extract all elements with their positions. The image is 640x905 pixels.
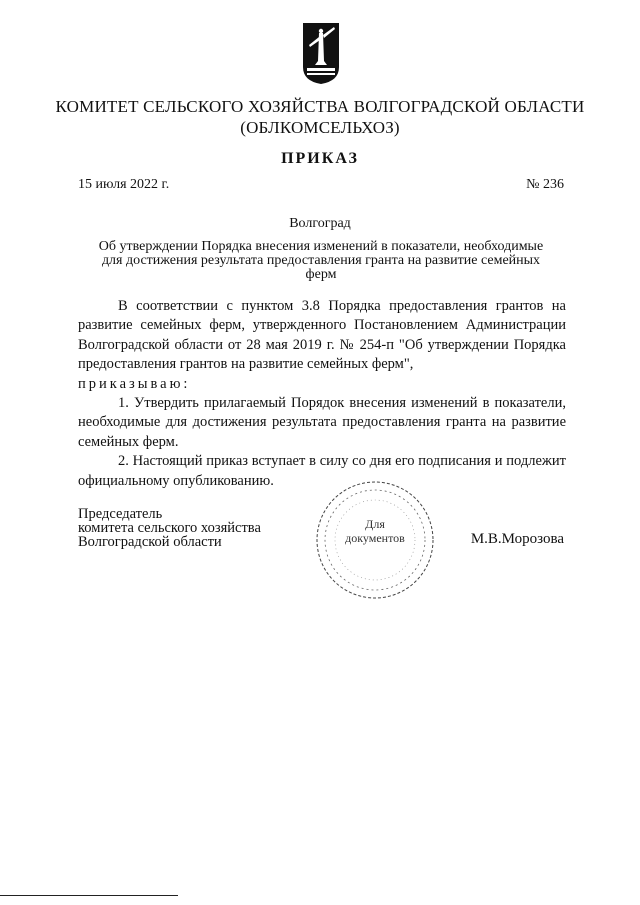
signatory-position-line: Председатель bbox=[78, 506, 163, 522]
order-item-2: 2. Настоящий приказ вступает в силу со дня его подписания и подлежит официальному опубликованию. bbox=[78, 453, 566, 489]
organization-short-name: (ОБЛКОМСЕЛЬХОЗ) bbox=[240, 118, 400, 137]
organization-name: КОМИТЕТ СЕЛЬСКОГО ХОЗЯЙСТВА ВОЛГОГРАДСКОЙ ОБЛАСТИ bbox=[55, 97, 585, 116]
signatory-position bbox=[78, 507, 261, 549]
seal-text: документов bbox=[345, 531, 405, 545]
order-number: № 236 bbox=[526, 177, 564, 192]
preamble-paragraph: В соответствии с пунктом 3.8 Порядка предоставления грантов на развитие семейных ферм, утвержденного Постановлением Администрации Волгоградской области от 28 мая 2019 г. № 254-п "Об утверждении Порядка предоставления грантов на развитие семейных ферм", bbox=[78, 298, 566, 373]
subject-line: ферм bbox=[305, 267, 337, 282]
document-title: ПРИКАЗ bbox=[281, 150, 359, 167]
footer-divider bbox=[0, 895, 178, 896]
signatory-name: М.В.Морозова bbox=[470, 531, 564, 547]
subject-line: Об утверждении Порядка внесения изменений в показатели, необходимые bbox=[98, 239, 544, 254]
official-seal bbox=[313, 478, 437, 602]
seal-text: Для bbox=[365, 517, 385, 531]
volgograd-coat-of-arms-icon bbox=[301, 21, 341, 85]
order-body bbox=[78, 297, 566, 491]
order-item-1: 1. Утвердить прилагаемый Порядок внесения изменений в показатели, необходимые для достижения результата предоставления гранта на развитие семейных ферм. bbox=[78, 395, 566, 450]
subject-line: для достижения результата предоставления гранта на развитие семейных bbox=[101, 253, 541, 268]
order-subject bbox=[76, 240, 566, 282]
order-operative-word: приказываю: bbox=[78, 375, 191, 392]
order-date: 15 июля 2022 г. bbox=[78, 177, 170, 192]
signatory-position-line: комитета сельского хозяйства bbox=[78, 520, 261, 536]
signatory-position-line: Волгоградской области bbox=[78, 534, 222, 550]
order-city: Волгоград bbox=[289, 216, 351, 231]
